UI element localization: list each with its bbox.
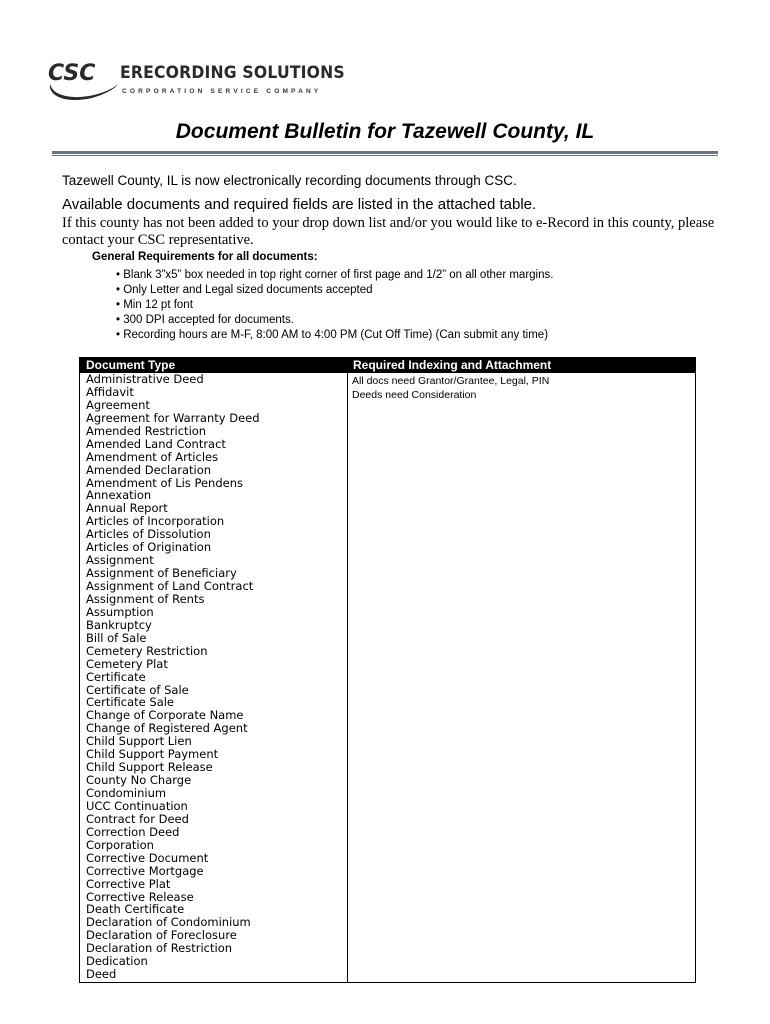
contact-text: If this county has not been added to your drop down list and/or you would like to e-Record in this county, please contact your CSC representative. xyxy=(62,215,715,248)
document-type-item: Amended Declaration xyxy=(86,462,212,477)
document-type-item: Amended Restriction xyxy=(86,423,207,438)
requirement-item: • Min 12 pt font xyxy=(116,299,193,311)
document-type-item: Agreement for Warranty Deed xyxy=(86,410,260,425)
document-type-item: Declaration of Condominium xyxy=(86,915,251,930)
available-text: Available documents and required fields are listed in the attached table. xyxy=(62,196,537,213)
document-type-item: Certificate of Sale xyxy=(86,682,189,697)
intro-text: Tazewell County, IL is now electronically recording documents through CSC. xyxy=(62,173,517,188)
page-title: Document Bulletin for Tazewell County, IL xyxy=(175,120,595,143)
document-type-item: Correction Deed xyxy=(86,824,180,839)
csc-logo xyxy=(44,54,345,106)
document-type-item: Certificate Sale xyxy=(86,695,175,710)
document-type-item: Corrective Mortgage xyxy=(86,863,204,878)
requirement-item: • Recording hours are M-F, 8:00 AM to 4:00 PM (Cut Off Time) (Can submit any time) xyxy=(116,329,549,341)
document-type-item: Assignment of Land Contract xyxy=(86,579,254,593)
document-type-item: Dedication xyxy=(86,954,148,969)
logo-tagline: CORPORATION SERVICE COMPANY xyxy=(122,88,322,95)
document-type-item: Assumption xyxy=(86,604,154,619)
document-type-item: Declaration of Restriction xyxy=(86,941,233,956)
document-type-item: Child Support Payment xyxy=(86,747,219,762)
csc-swoosh-icon xyxy=(44,54,122,106)
document-type-item: Administrative Deed xyxy=(86,372,204,386)
document-type-item: Child Support Lien xyxy=(86,734,192,749)
document-type-item: Change of Corporate Name xyxy=(86,708,244,723)
document-type-item: Certificate xyxy=(86,669,146,684)
document-type-list xyxy=(86,373,260,981)
document-table xyxy=(79,357,696,983)
document-type-item: Articles of Origination xyxy=(86,540,212,555)
document-type-item: Cemetery Plat xyxy=(86,656,168,671)
document-type-item: Assignment of Rents xyxy=(86,591,205,606)
indexing-notes-list xyxy=(352,374,549,402)
document-type-item: Contract for Deed xyxy=(86,811,189,826)
csc-logo-mark: CSC xyxy=(48,61,96,86)
requirements-list xyxy=(116,268,553,343)
document-type-item: Declaration of Foreclosure xyxy=(86,928,237,943)
indexing-note: All docs need Grantor/Grantee, Legal, PIN xyxy=(352,375,550,387)
document-type-item: Deed xyxy=(86,967,117,982)
document-type-item: UCC Continuation xyxy=(86,798,188,813)
document-type-item: Death Certificate xyxy=(86,902,185,917)
document-type-item: Corrective Release xyxy=(86,889,194,904)
document-type-item: Cemetery Restriction xyxy=(86,643,208,658)
document-type-item: Agreement xyxy=(86,397,150,412)
logo-company-name: ERECORDING SOLUTIONS xyxy=(120,63,345,83)
header-required-indexing: Required Indexing and Attachment xyxy=(353,358,552,372)
requirement-item: • 300 DPI accepted for documents. xyxy=(116,314,294,326)
document-type-item: Amendment of Articles xyxy=(86,449,219,464)
document-type-item: Amendment of Lis Pendens xyxy=(86,475,243,490)
document-type-item: Articles of Dissolution xyxy=(86,527,211,542)
document-type-item: Annexation xyxy=(86,488,152,503)
column-divider xyxy=(347,358,348,982)
title-rule xyxy=(52,151,718,154)
document-type-item: Child Support Release xyxy=(86,760,213,775)
document-type-item: Change of Registered Agent xyxy=(86,721,248,736)
document-type-item: Assignment xyxy=(86,553,154,568)
requirement-item: • Blank 3”x5” box needed in top right corner of first page and 1/2” on all other margins. xyxy=(116,269,554,281)
document-type-item: Bill of Sale xyxy=(86,630,147,645)
document-type-item: Corporation xyxy=(86,837,154,852)
document-type-item: Corrective Plat xyxy=(86,876,171,891)
document-type-item: Bankruptcy xyxy=(86,617,152,632)
requirement-item: • Only Letter and Legal sized documents accepted xyxy=(116,284,373,296)
document-type-item: Condominium xyxy=(86,786,167,800)
document-type-item: Articles of Incorporation xyxy=(86,514,225,529)
header-document-type: Document Type xyxy=(86,358,176,372)
document-type-item: Assignment of Beneficiary xyxy=(86,566,237,581)
title-rule-thin xyxy=(52,155,718,156)
requirements-heading: General Requirements for all documents: xyxy=(92,251,318,263)
document-type-item: Amended Land Contract xyxy=(86,436,226,451)
indexing-note: Deeds need Consideration xyxy=(352,389,477,401)
document-type-item: County No Charge xyxy=(86,773,192,788)
document-type-item: Annual Report xyxy=(86,501,168,516)
document-type-item: Affidavit xyxy=(86,384,134,399)
document-type-item: Corrective Document xyxy=(86,850,209,865)
